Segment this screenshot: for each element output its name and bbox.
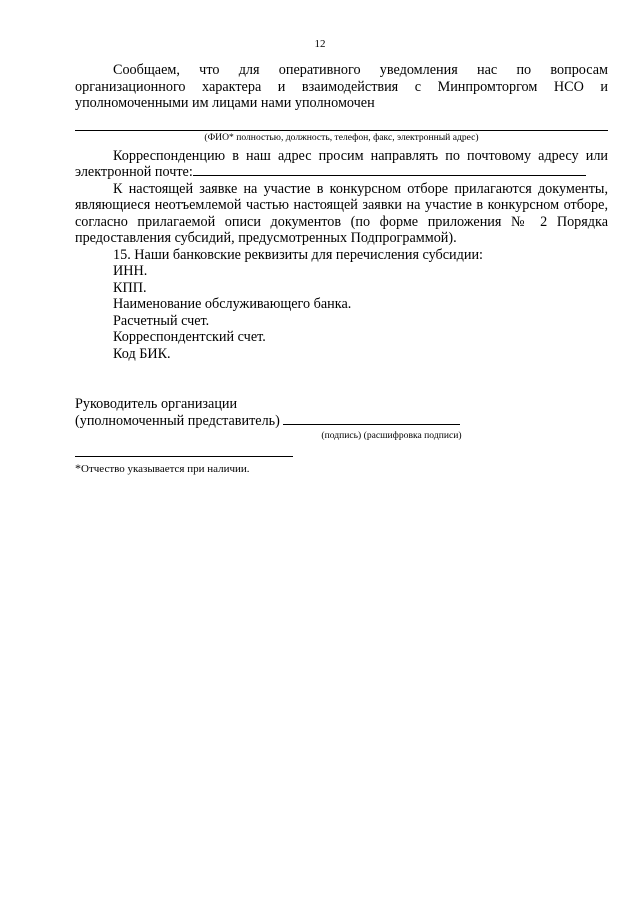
bank-field-correspondent-account: Корреспондентский счет. [113, 329, 266, 345]
intro-paragraph: Сообщаем, что для оперативного уведомления нас по вопросам организационного характера и взаимодействия с Минпромторгом НСО и уполномоченными им лицами нами уполномочен [75, 62, 608, 111]
bank-field-kpp: КПП. [113, 279, 147, 296]
fio-fill-line [75, 130, 608, 131]
bank-field-inn: ИНН. [113, 263, 148, 279]
document-body [75, 62, 608, 476]
correspondence-paragraph [75, 148, 608, 181]
signature-row [75, 413, 608, 430]
email-fill-line [193, 174, 586, 176]
footnote [75, 461, 608, 476]
bank-requisites-list [75, 263, 608, 362]
correspondence-text: Корреспонденцию в наш адрес просим направлять по почтовому адресу или электронной почте: [75, 147, 608, 180]
bank-field-bik: Код БИК. [113, 345, 171, 362]
signature-block [75, 396, 608, 442]
footnote-star: * [75, 461, 81, 475]
signature-representative: (уполномоченный представитель) [75, 412, 280, 429]
signature-fill-line [283, 423, 460, 425]
attachment-paragraph: К настоящей заявке на участие в конкурсном отборе прилагаются документы, являющиеся неотъемлемой частью настоящей заявки на участие в конкурсном отборе, согласно прилагаемой описи документов (по форме приложения № 2 Порядка предоставления субсидий, предусмотренных Подпрограммой). [75, 180, 608, 246]
page-number: 12 [314, 38, 326, 50]
footnote-separator [75, 456, 293, 457]
signature-title: Руководитель организации [75, 396, 238, 412]
bank-field-settlement-account: Расчетный счет. [113, 312, 210, 329]
bank-heading: 15. Наши банковские реквизиты для перечисления субсидии: [113, 246, 483, 263]
footnote-text: Отчество указывается при наличии. [81, 463, 250, 475]
signature-caption: (подпись) (расшифровка подписи) [321, 430, 462, 441]
fio-caption: (ФИО* полностью, должность, телефон, факс, электронный адрес) [204, 131, 479, 143]
bank-field-bank-name: Наименование обслуживающего банка. [113, 296, 352, 312]
